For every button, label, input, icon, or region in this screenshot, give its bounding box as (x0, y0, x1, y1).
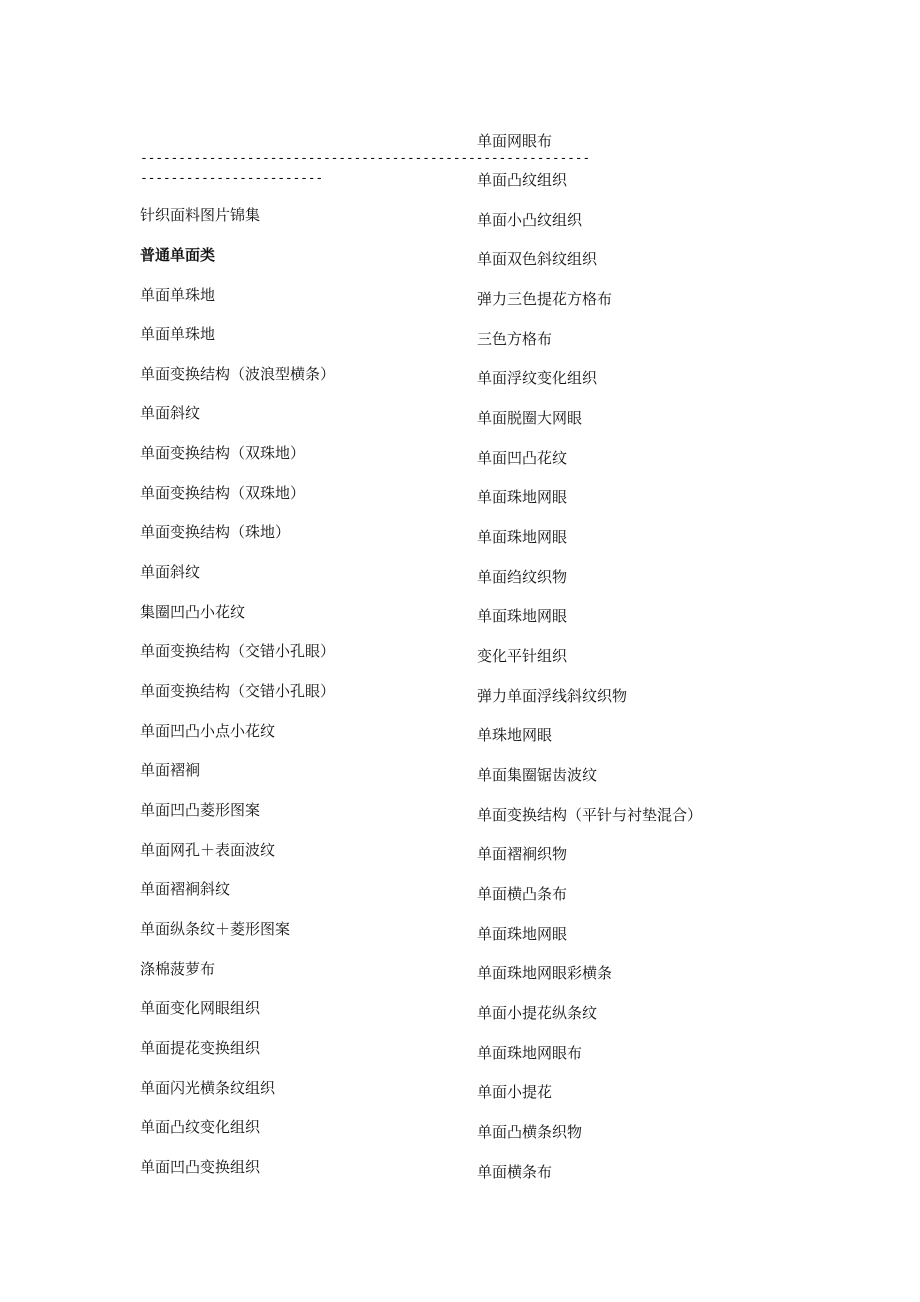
list-item: 单面珠地网眼彩横条 (477, 964, 613, 982)
list-item: 单面变化网眼组织 (140, 999, 261, 1017)
list-item: 单面单珠地 (140, 325, 216, 343)
separator-line: ----------------------------------------------------------- (140, 151, 590, 166)
separator-line: ------------------------ (140, 171, 324, 186)
list-item: 单面脱圈大网眼 (477, 409, 583, 427)
list-item: 单面珠地网眼 (477, 528, 568, 546)
list-item: 单面提花变换组织 (140, 1039, 261, 1057)
list-item: 单面凸横条织物 (477, 1123, 583, 1141)
document-title: 针织面料图片锦集 (140, 206, 261, 224)
list-item: 单面珠地网眼 (477, 607, 568, 625)
list-item: 单面褶裥织物 (477, 845, 568, 863)
list-item: 单面凹凸小点小花纹 (140, 722, 276, 740)
list-item: 单面变换结构（交错小孔眼） (140, 642, 336, 660)
list-item: 单面集圈锯齿波纹 (477, 766, 598, 784)
list-item: 涤棉菠萝布 (140, 960, 216, 978)
list-item: 弹力单面浮线斜纹织物 (477, 687, 628, 705)
list-item: 单面小提花纵条纹 (477, 1004, 598, 1022)
list-item: 弹力三色提花方格布 (477, 290, 613, 308)
list-item: 单面褶裥 (140, 761, 201, 779)
list-item: 单面凸纹组织 (477, 171, 568, 189)
list-item: 单面凹凸变换组织 (140, 1158, 261, 1176)
list-item: 单面横凸条布 (477, 885, 568, 903)
list-item: 单面变换结构（平针与衬垫混合） (477, 806, 703, 824)
list-item: 单面凹凸花纹 (477, 449, 568, 467)
list-item: 单面双色斜纹组织 (477, 250, 598, 268)
list-item: 单面横条布 (477, 1163, 553, 1181)
list-item: 单面绉纹织物 (477, 568, 568, 586)
list-item: 单面小凸纹组织 (477, 211, 583, 229)
list-item: 单面珠地网眼 (477, 925, 568, 943)
list-item: 单面单珠地 (140, 286, 216, 304)
list-item: 单面闪光横条纹组织 (140, 1079, 276, 1097)
list-item: 单面变换结构（双珠地） (140, 484, 306, 502)
list-item: 单面斜纹 (140, 404, 201, 422)
section-heading: 普通单面类 (140, 246, 216, 264)
list-item: 单面变换结构（波浪型横条） (140, 365, 336, 383)
list-item: 单面变换结构（交错小孔眼） (140, 682, 336, 700)
list-item: 单面纵条纹＋菱形图案 (140, 920, 291, 938)
list-item: 集圈凹凸小花纹 (140, 603, 246, 621)
list-item: 单珠地网眼 (477, 726, 553, 744)
list-item: 单面网孔＋表面波纹 (140, 841, 276, 859)
list-item: 单面凹凸菱形图案 (140, 801, 261, 819)
list-item: 单面浮纹变化组织 (477, 369, 598, 387)
list-item: 变化平针组织 (477, 647, 568, 665)
list-item: 单面凸纹变化组织 (140, 1118, 261, 1136)
list-item: 单面斜纹 (140, 563, 201, 581)
list-item: 单面珠地网眼布 (477, 1044, 583, 1062)
list-item: 单面变换结构（双珠地） (140, 444, 306, 462)
list-item: 单面小提花 (477, 1083, 553, 1101)
list-item: 单面珠地网眼 (477, 488, 568, 506)
list-item: 单面褶裥斜纹 (140, 880, 231, 898)
list-item: 三色方格布 (477, 330, 553, 348)
list-item: 单面变换结构（珠地） (140, 523, 291, 541)
list-item: 单面网眼布 (477, 132, 553, 150)
